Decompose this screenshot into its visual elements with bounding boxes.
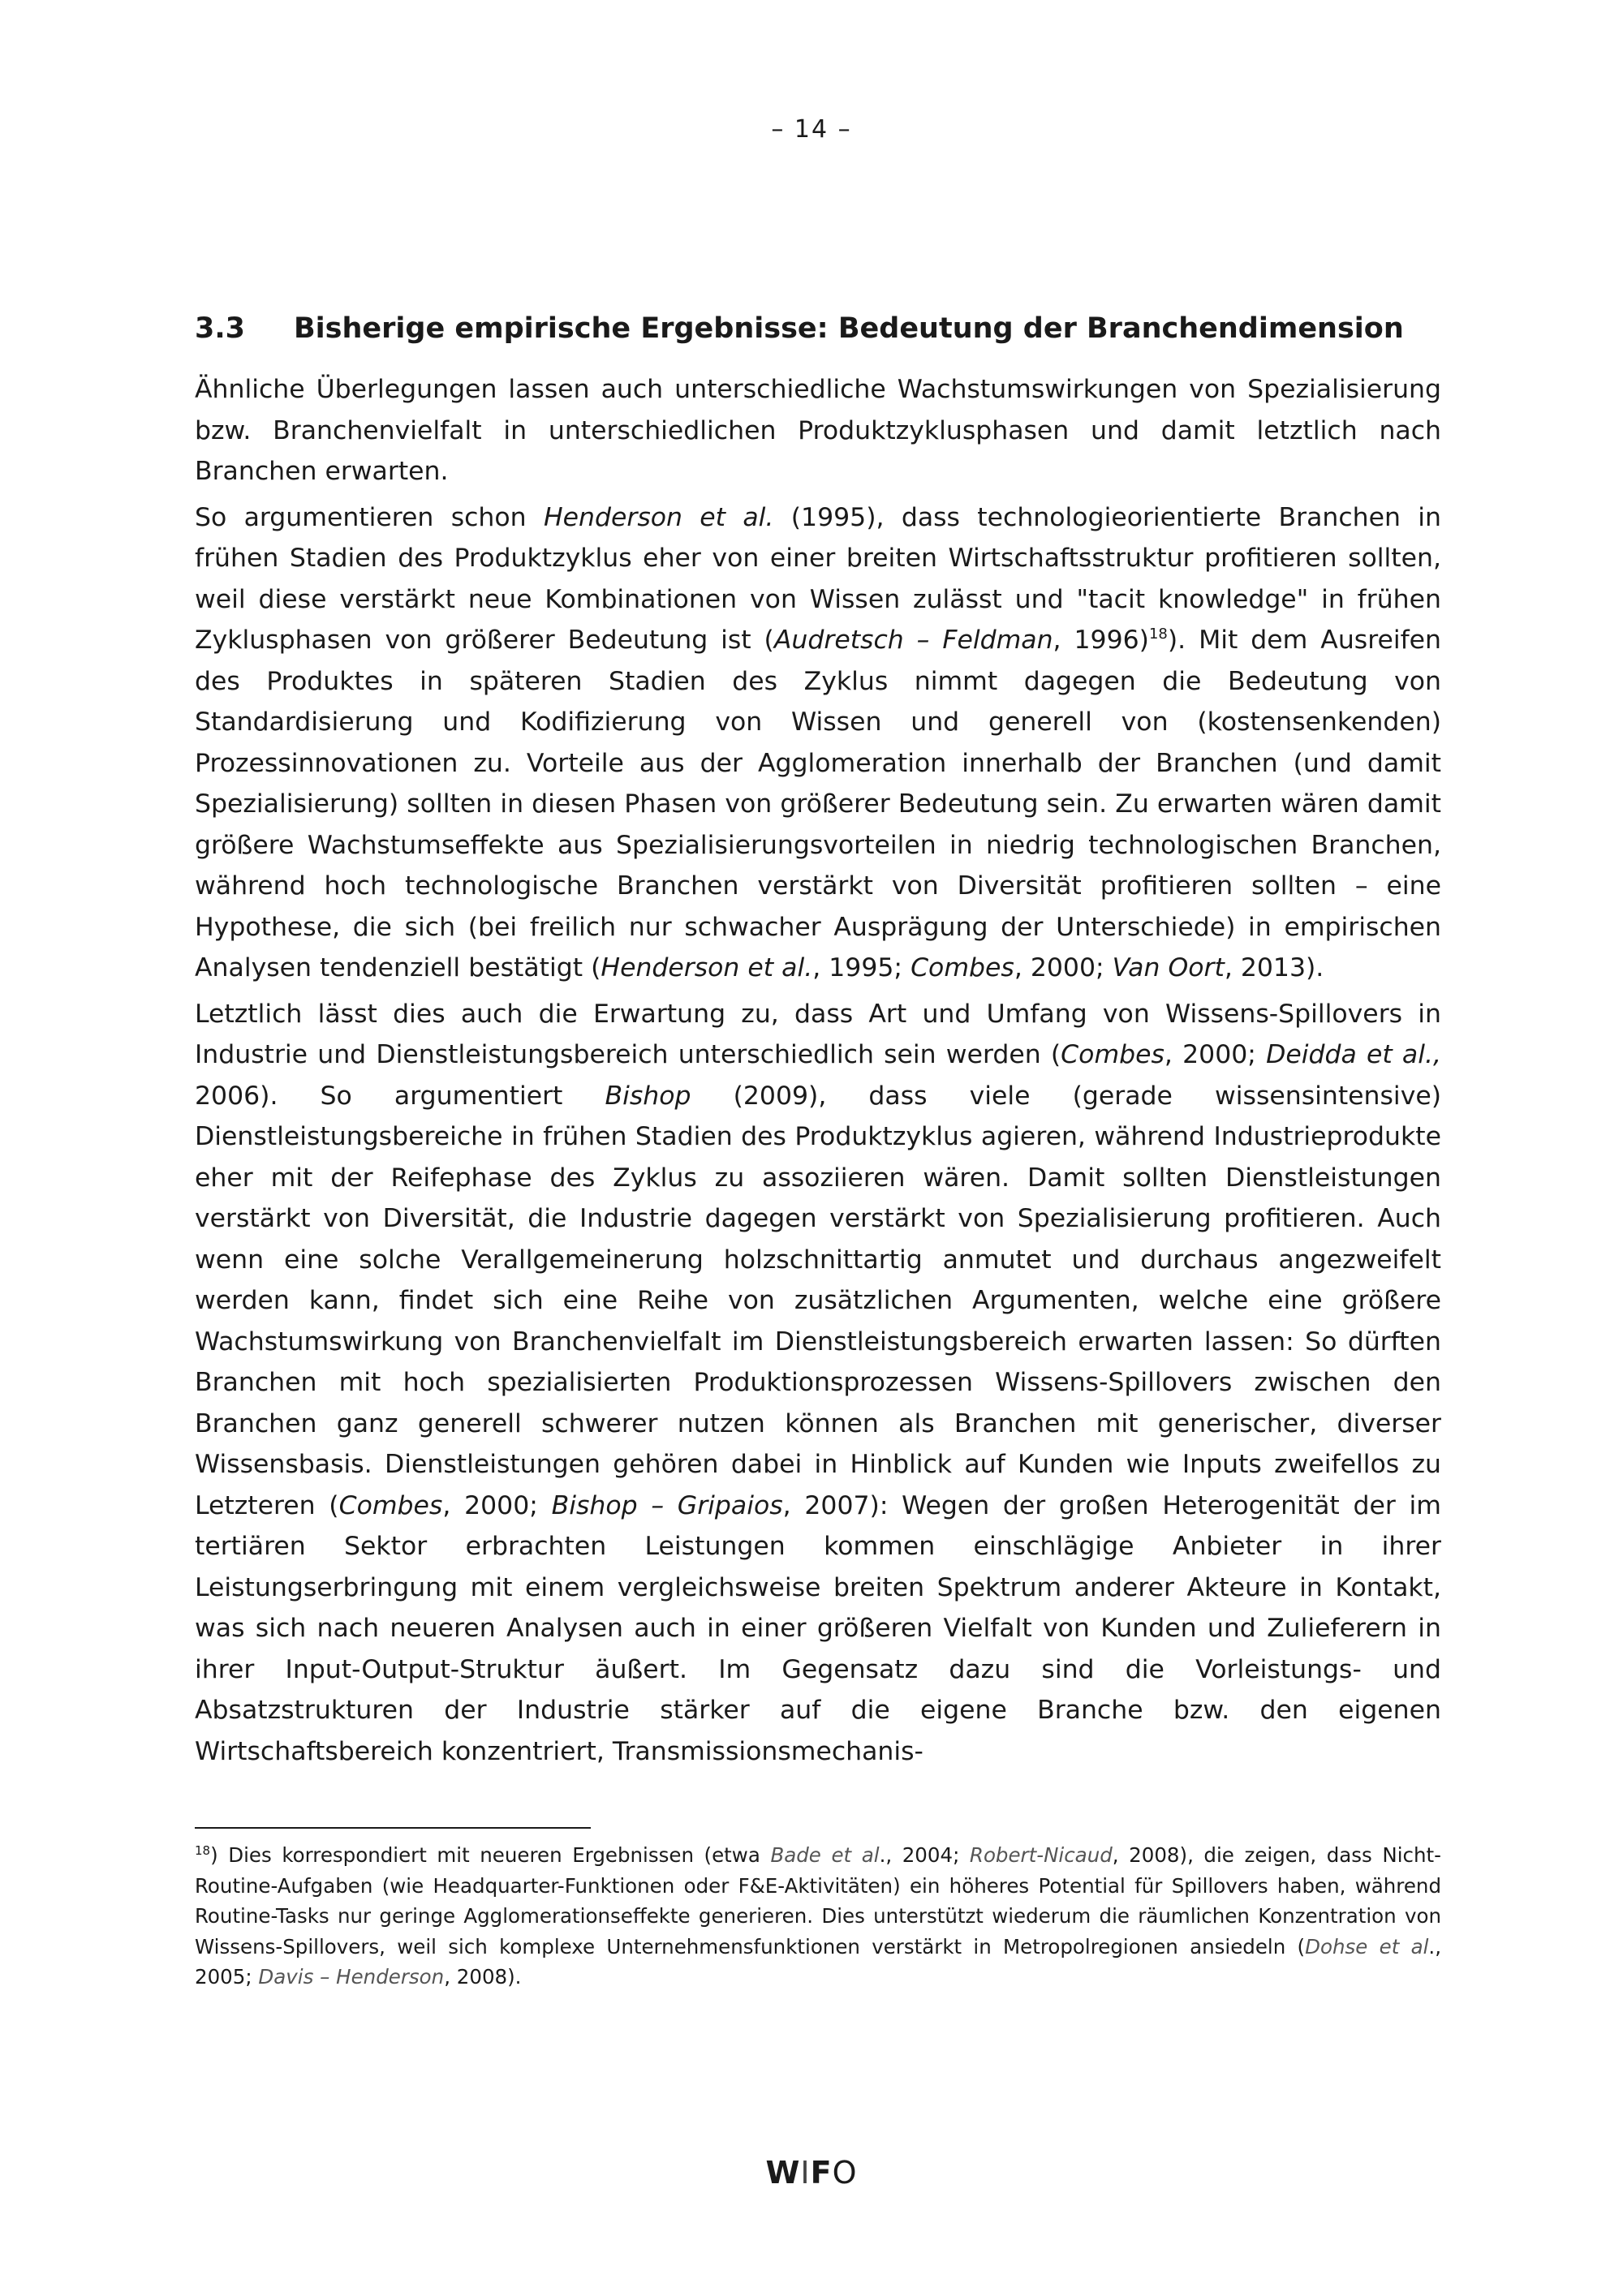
section-number: 3.3 xyxy=(195,312,246,345)
logo-letter: O xyxy=(832,2155,858,2191)
citation-author: Bishop – Gripaios xyxy=(551,1490,783,1520)
footnote-reference[interactable]: 18 xyxy=(1148,626,1168,643)
text-run: Letztlich lässt dies auch die Erwartung zu, dass Art und Umfang von Wissens-Spillovers in Industrie und Dienstleistungsbereich unterschiedlich sein werden ( xyxy=(195,999,1441,1069)
citation-author: Combes xyxy=(1061,1040,1165,1069)
text-run: , 2000; xyxy=(1014,953,1113,982)
citation-author: Bade et al xyxy=(770,1843,880,1867)
page-number: – 14 – xyxy=(771,115,852,144)
text-run: ). Mit dem Ausreifen des Produktes in späteren Stadien des Zyklus nimmt dagegen die Bedeutung von Standardisierung und Kodifizierung von Wissen und generell von (kostensenkenden) Prozessinnovationen zu. Vorteile aus der Agglomeration innerhalb der Branchen (und damit Spezialisierung) sollten in diesen Phasen von größerer Bedeutung sein. Zu erwarten wären damit größere Wachstumseffekte aus Spezialisierungsvorteilen in niedrig technologischen Branchen, während hoch technologische Branchen verstärkt von Diversität profitieren sollten – eine Hypothese, die sich (bei freilich nur schwacher Ausprägung der Unterschiede) in empirischen Analysen tendenziell bestätigt ( xyxy=(195,626,1442,982)
footnote-18 xyxy=(195,1840,1441,1993)
text-run: , 2008), die zeigen, dass Nicht-Routine-Aufgaben (wie Headquarter-Funktionen oder F&E-Aktivitäten) ein höheres Potential für Spillovers haben, während Routine-Tasks nur geringe Agglomerationseffekte generieren. Dies unterstützt wiederum die räumlichen Konzentration von Wissens-Spillovers, weil sich komplexe Unternehmensfunktionen verstärkt in Metropolregionen ansiedeln ( xyxy=(195,1843,1441,1958)
footnote-separator xyxy=(195,1827,591,1829)
citation-author: Combes xyxy=(338,1490,443,1520)
citation-author: Combes xyxy=(911,953,1014,982)
text-run: , 1995; xyxy=(812,953,911,982)
text-run: ) Dies korrespondiert mit neueren Ergebnissen (etwa xyxy=(210,1843,771,1867)
text-run: ., 2004; xyxy=(879,1843,970,1867)
text-run: So argumentieren schon xyxy=(195,502,544,532)
section-heading xyxy=(195,312,1444,345)
citation-author: Van Oort xyxy=(1112,953,1225,982)
citation-author: Davis – Henderson xyxy=(258,1965,445,1989)
citation-author: Robert-Nicaud xyxy=(969,1843,1113,1867)
text-run: , 2000; xyxy=(1164,1040,1267,1069)
citation-author: Deidda et al., xyxy=(1266,1040,1441,1069)
text-run: , 2007): Wegen der großen Heterogenität der im tertiären Sektor erbrachten Leistungen kommen einschlägige Anbieter in ihrer Leistungserbringung mit einem vergleichsweise breiten Spektrum anderer Akteure in Kontakt, was sich nach neueren Analysen auch in einer größeren Vielfalt von Kunden und Zulieferern in ihrer Input-Output-Struktur äußert. Im Gegensatz dazu sind die Vorleistungs- und Absatzstrukturen der Industrie stärker auf die eigene Branche bzw. den eigenen Wirtschaftsbereich konzentriert, Transmissionsmechanis- xyxy=(195,1490,1441,1766)
citation-author: Bishop xyxy=(605,1081,691,1111)
logo-letter: W xyxy=(765,2155,801,2191)
text-run: , 2000; xyxy=(442,1490,552,1520)
logo-letter: F xyxy=(810,2155,833,2191)
citation-author: Henderson et al. xyxy=(543,502,774,532)
citation-author: Henderson et al. xyxy=(601,953,813,982)
text-run: 2006). So argumentiert xyxy=(195,1081,605,1111)
text-run: , 2008). xyxy=(444,1965,522,1989)
text-run: ., 2005; xyxy=(195,1934,1441,1989)
text-run: , 2013). xyxy=(1224,953,1324,982)
text-run: (2009), dass viele (gerade wissensintensive) Dienstleistungsbereiche in frühen Stadien des Produktzyklus agieren, während Industrieprodukte eher mit der Reifephase des Zyklus zu assoziieren wären. Damit sollten Dienstleistungen verstärkt von Diversität, die Industrie dagegen verstärkt von Spezialisierung profitieren. Auch wenn eine solche Verallgemeinerung holzschnittartig anmutet und durchaus angezweifelt werden kann, findet sich eine Reihe von zusätzlichen Argumenten, welche eine größere Wachstumswirkung von Branchenvielfalt im Dienstleistungsbereich erwarten lassen: So dürften Branchen mit hoch spezialisierten Produktionsprozessen Wissens-Spillovers zwischen den Branchen ganz generell schwerer nutzen können als Branchen mit generischer, diverser Wissensbasis. Dienstleistungen gehören dabei in Hinblick auf Kunden wie Inputs zweifellos zu Letzteren ( xyxy=(195,1081,1441,1520)
footnote-marker: 18 xyxy=(195,1843,211,1858)
paragraph-3 xyxy=(195,994,1441,1773)
text-run: (1995), dass technologieorientierte Branchen in frühen Stadien des Produktzyklus eher von einer breiten Wirtschaftsstruktur profitieren sollten, weil diese verstärkt neue Kombinationen von Wissen zulässt und "tacit knowledge" in frühen Zyklusphasen von größerer Bedeutung ist ( xyxy=(195,502,1442,655)
paragraph-1: Ähnliche Überlegungen lassen auch unterschiedliche Wachstumswirkungen von Spezialisierung bzw. Branchenvielfalt in unterschiedlichen Produktzyklusphasen und damit letztlich nach Branchen erwarten. xyxy=(195,375,1441,486)
text-run: , 1996) xyxy=(1053,626,1149,655)
citation-author: Audretsch – Feldman xyxy=(773,626,1053,655)
wifo-logo xyxy=(0,2155,1623,2191)
section-title: Bisherige empirische Ergebnisse: Bedeutung der Branchendimension xyxy=(294,312,1404,345)
logo-separator: I xyxy=(800,2155,811,2191)
body-text xyxy=(195,369,1441,1777)
citation-author: Dohse et al xyxy=(1305,1934,1429,1958)
paragraph-2 xyxy=(195,497,1441,989)
